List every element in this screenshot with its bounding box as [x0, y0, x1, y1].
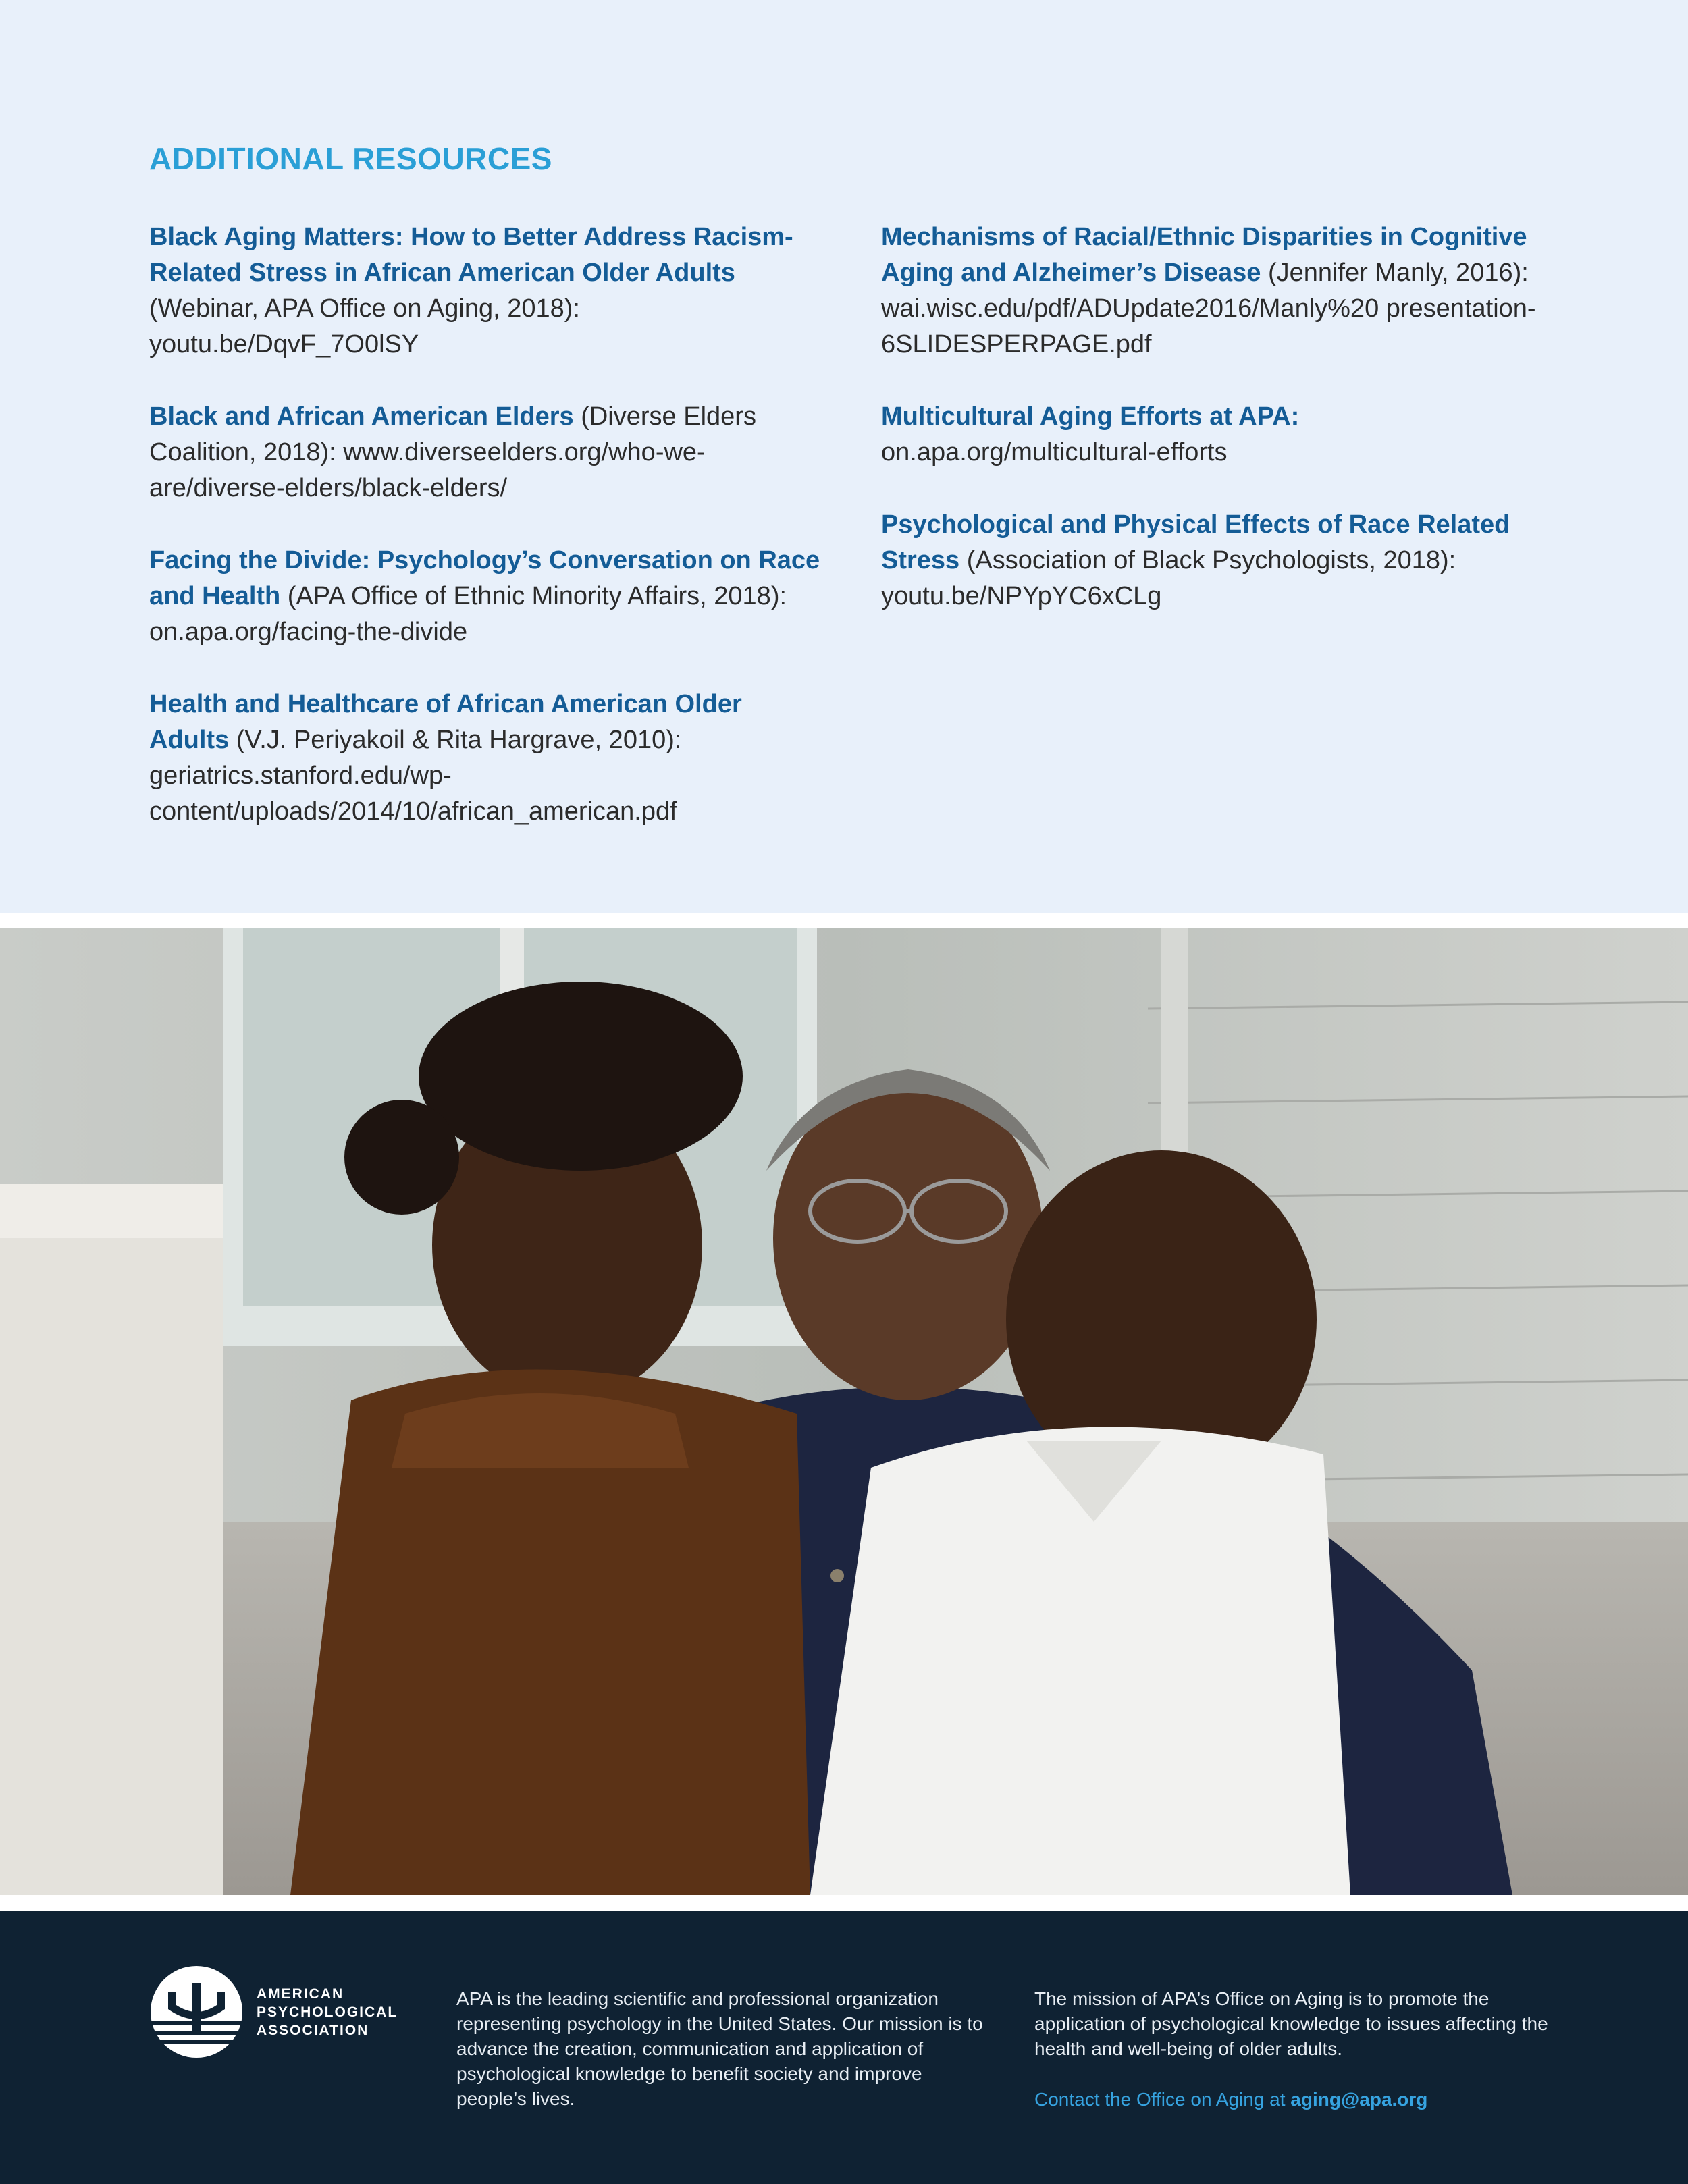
resource-detail: (Diverse Elders Coalition, 2018): www.diverseelders.org/who-we-are/diverse-elders/black-elders/ — [149, 402, 756, 502]
resource-detail: (V.J. Periyakoil & Rita Hargrave, 2010): geriatrics.stanford.edu/wp-content/uploads/2014/10/african_american.pdf — [149, 726, 682, 826]
resource-title-link[interactable]: Black Aging Matters: How to Better Address Racism-Related Stress in African American Older Adults — [149, 223, 793, 287]
apa-psi-logo-icon — [149, 1965, 244, 2059]
resource-entry — [881, 507, 1556, 614]
resource-title-link[interactable]: Multicultural Aging Efforts at APA: — [881, 402, 1300, 431]
logo-line: AMERICAN — [257, 1986, 344, 2002]
resource-url-link[interactable]: youtu.be/NPYpYC6xCLg — [881, 582, 1162, 610]
apa-logo[interactable] — [149, 1965, 244, 2062]
section-heading: ADDITIONAL RESOURCES — [149, 141, 552, 176]
resource-title-link[interactable]: Health and Healthcare of African American Older Adults — [149, 690, 742, 754]
resource-detail: (Association of Black Psychologists, 2018): — [959, 546, 1456, 575]
footer — [0, 1911, 1688, 2184]
resource-detail: (APA Office of Ethnic Minority Affairs, 2018): — [280, 582, 787, 610]
resources-right-column — [881, 219, 1556, 651]
logo-line: ASSOCIATION — [257, 2023, 369, 2038]
family-photo-illustration — [0, 928, 1688, 1895]
resource-title-link[interactable]: Black and African American Elders — [149, 402, 574, 431]
mission-text: The mission of APA’s Office on Aging is to promote the application of psychological knowledge to issues affecting the health and well-being of older adults. — [1034, 1988, 1548, 2059]
resources-left-column — [149, 219, 824, 866]
resource-entry — [881, 219, 1556, 363]
contact-line — [1034, 2087, 1561, 2112]
resource-url-link[interactable]: on.apa.org/multicultural-efforts — [881, 438, 1228, 467]
resource-title-link[interactable]: Facing the Divide: Psychology’s Conversation on Race and Health — [149, 546, 820, 610]
contact-prefix: Contact the Office on Aging at — [1034, 2089, 1291, 2110]
resource-title-link[interactable]: Psychological and Physical Effects of Race Related Stress — [881, 510, 1510, 575]
resource-entry — [149, 543, 824, 650]
resource-url-link[interactable]: on.apa.org/facing-the-divide — [149, 618, 468, 646]
resources-section — [0, 0, 1688, 913]
resource-entry — [149, 399, 824, 506]
family-photo — [0, 928, 1688, 1895]
resource-detail: (Jennifer Manly, 2016): wai.wisc.edu/pdf/ADUpdate2016/Manly%20 presentation-6SLIDESPERPAGE.pdf — [881, 259, 1536, 358]
resource-entry — [881, 399, 1556, 471]
contact-email-link[interactable]: aging@apa.org — [1290, 2089, 1428, 2110]
resource-detail: (Webinar, APA Office on Aging, 2018): — [149, 294, 580, 323]
logo-wordmark — [257, 1985, 398, 2040]
office-on-aging-mission — [1034, 1986, 1561, 2112]
resource-entry — [149, 687, 824, 830]
logo-line: PSYCHOLOGICAL — [257, 2004, 398, 2020]
about-apa-text: APA is the leading scientific and professional organization representing psychology in the United States. Our mission is to advance the creation, communication and application of psychological knowledge to benefit society and improve people’s lives. — [456, 1988, 983, 2109]
resource-url-link[interactable]: youtu.be/DqvF_7O0lSY — [149, 330, 419, 358]
resource-title-link[interactable]: Mechanisms of Racial/Ethnic Disparities in Cognitive Aging and Alzheimer’s Disease — [881, 223, 1527, 287]
resource-entry — [149, 219, 824, 363]
